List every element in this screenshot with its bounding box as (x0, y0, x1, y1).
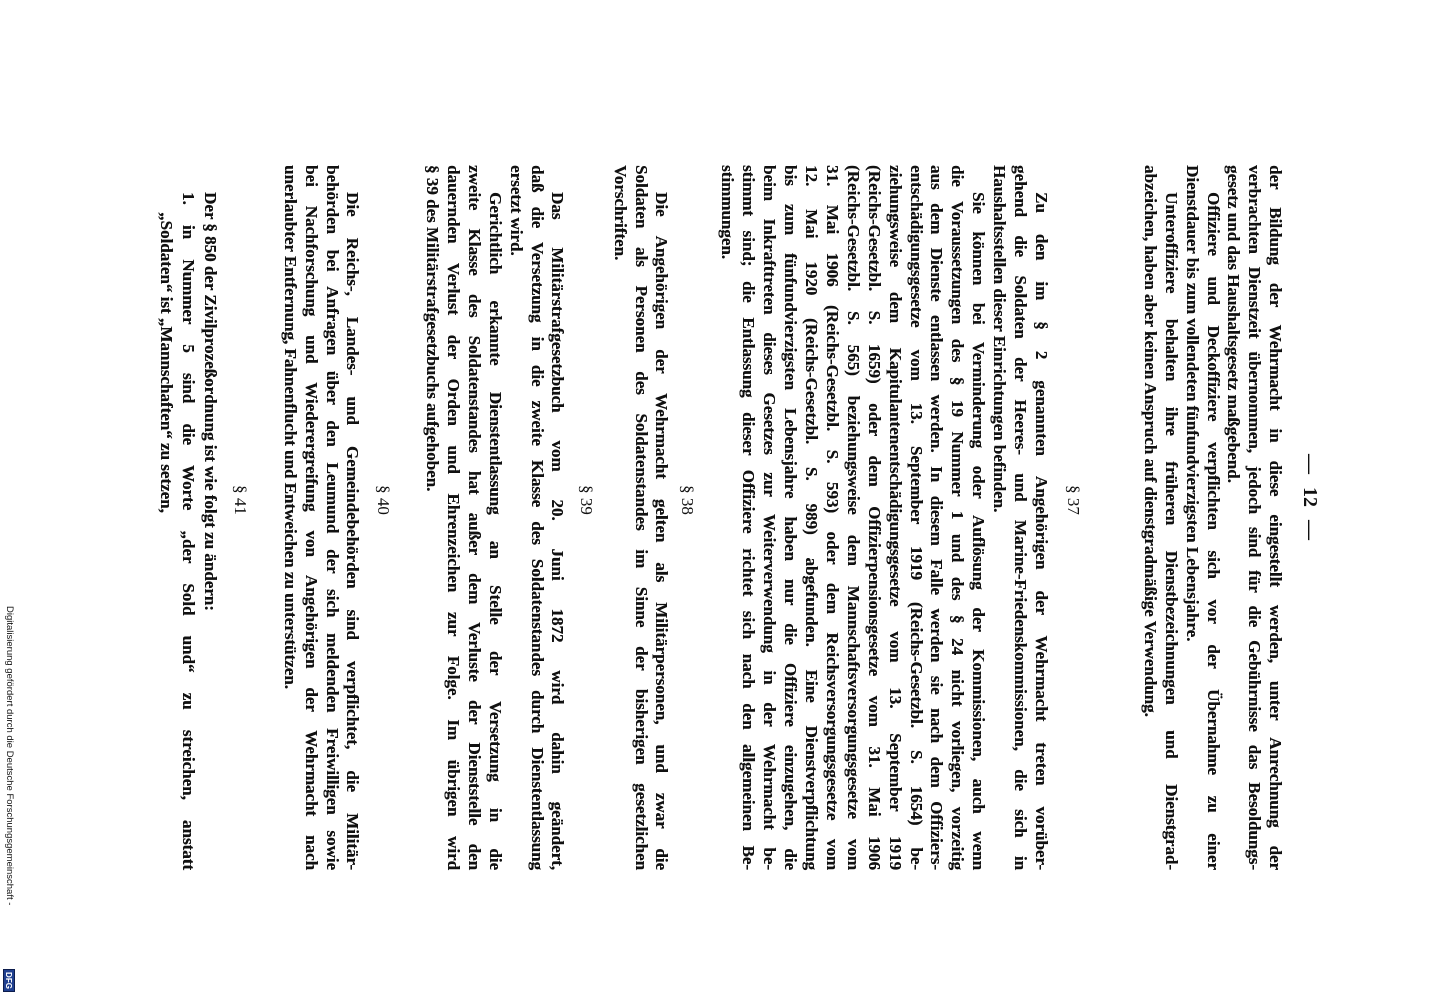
text-line: 31. Mai 1906 (Reichs-Gesetzbl. S. 593) oder dem Reichsversorgungsgesetze vom (823, 165, 842, 870)
text-line: 12. Mai 1920 (Reichs-Gesetzbl. S. 989) abgefunden. Eine Dienstverpflichtung (802, 165, 821, 870)
text-line: unerlaubter Entfernung, Fahnenflucht und Entweichen zu unterstützen. (281, 165, 300, 689)
text-line: Zu den im § 2 genannten Angehörigen der Wehrmacht treten vorüber- (1032, 192, 1051, 870)
text-line: verbrachten Dienstzeit übernommen, jedoch sind für die Gebührnisse das Besoldungs- (1245, 165, 1264, 870)
text-line: Dienstdauer bis zum vollendeten fünfundvierzigsten Lebensjahre. (1183, 165, 1202, 642)
text-line: entschädigungsgesetze vom 13. September 1919 (Reichs-Gesetzbl. S. 1654) be- (907, 165, 926, 870)
text-line: gehend die Soldaten der Heeres- und Marine-Friedenskommissionen, die sich in (1011, 165, 1030, 870)
text-line: Unteroffiziere behalten ihre früheren Dienstbezeichnungen und Dienstgrad- (1162, 192, 1181, 870)
text-line: Der § 850 der Zivilprozeßordnung ist wie folgt zu ändern: (201, 192, 220, 611)
section-heading: § 38 (678, 485, 697, 515)
text-line: aus dem Dienste entlassen werden. In diesem Falle werden sie nach dem Offiziers- (927, 165, 946, 870)
text-line: ziehungsweise dem Kapitulantenentschädigungsgesetze vom 13. September 1919 (886, 165, 905, 870)
section-heading: § 39 (577, 485, 596, 515)
text-line: stimmungen. (718, 165, 737, 259)
text-line: Offiziere und Deckoffiziere verpflichten sich vor der Übernahme zu einer (1204, 192, 1223, 870)
section-heading: § 37 (1064, 485, 1083, 515)
text-line: beim Inkrafttreten dieses Gesetzes zur Weiterverwendung in der Wehrmacht be- (760, 165, 779, 870)
text-line: abzeichen, haben aber keinen Anspruch auf dienstgradmäßige Verwendung. (1141, 165, 1160, 717)
text-line: der Bildung der Wehrmacht in diese eingestellt werden, unter Anrechnung der (1266, 165, 1285, 870)
text-line: (Reichs-Gesetzbl. S. 565) beziehungsweise dem Mannschaftsversorgungsgesetze vom (844, 165, 863, 870)
text-line: Gerichtlich erkannte Dienstentlassung an Stelle der Versetzung in die (486, 192, 505, 870)
text-line: dauernden Verlust der Orden und Ehrenzeichen zur Folge. Im übrigen wird (444, 165, 463, 870)
text-line: bei Nachforschung und Wiederergreifung von Angehörigen der Wehrmacht nach (302, 165, 321, 870)
text-line: daß die Versetzung in die zweite Klasse des Soldatenstandes durch Dienstentlassung (528, 165, 547, 870)
text-line: zweite Klasse des Soldatenstandes hat außer dem Verluste der Dienststelle den (465, 165, 484, 870)
text-line: Sie können bei Verminderung oder Auflösung der Kommissionen, auch wenn (969, 192, 988, 870)
text-line: behörden bei Anfragen über den Leumund der sich meldenden Freiwilligen sowie (323, 165, 342, 870)
page-number: — 12 — (1299, 454, 1321, 540)
text-line: Vorschriften. (611, 165, 630, 261)
text-line: stimmt sind; die Entlassung dieser Offiziere richtet sich nach den allgemeinen Be- (739, 165, 758, 870)
text-line: „Soldaten“ ist „Mannschaften“ zu setzen, (157, 212, 176, 513)
text-line: gesetz und das Haushaltsgesetz maßgebend. (1224, 165, 1243, 483)
text-line: Die Angehörigen der Wehrmacht gelten als Militärpersonen, und zwar die (652, 192, 671, 870)
text-line: ersetzt wird. (507, 165, 526, 256)
text-line: die Voraussetzungen des § 19 Nummer 1 und des § 24 nicht vorliegen, vorzeitig (948, 165, 967, 870)
text-line: Das Militärstrafgesetzbuch vom 20. Juni 1872 wird dahin geändert, (548, 192, 567, 870)
text-line: Soldaten als Personen des Soldatenstandes im Sinne der bisherigen gesetzlichen (632, 165, 651, 870)
text-line: (Reichs-Gesetzbl. S. 1659) oder dem Offizierpensionsgesetze vom 31. Mai 1906 (865, 165, 884, 870)
section-heading: § 41 (231, 485, 250, 515)
text-line: § 39 des Militärstrafgesetzbuchs aufgehoben. (423, 165, 442, 492)
text-line: Die Reichs-, Landes- und Gemeindebehörden sind verpflichtet, die Militär- (343, 192, 362, 870)
dfg-logo: DFG (3, 969, 15, 992)
digitization-footer: Digitalisierung gefördert durch die Deutsche Forschungsgemeinschaft - (4, 606, 15, 906)
text-line: bis zum fünfundvierzigsten Lebensjahre haben nur die Offiziere einzugehen, die (781, 165, 800, 870)
text-line: 1. in Nummer 5 sind die Worte „der Sold und“ zu streichen, anstatt (179, 192, 198, 870)
section-heading: § 40 (374, 485, 393, 515)
text-line: Haushaltsstellen dieser Einrichtungen befinden. (990, 165, 1009, 513)
